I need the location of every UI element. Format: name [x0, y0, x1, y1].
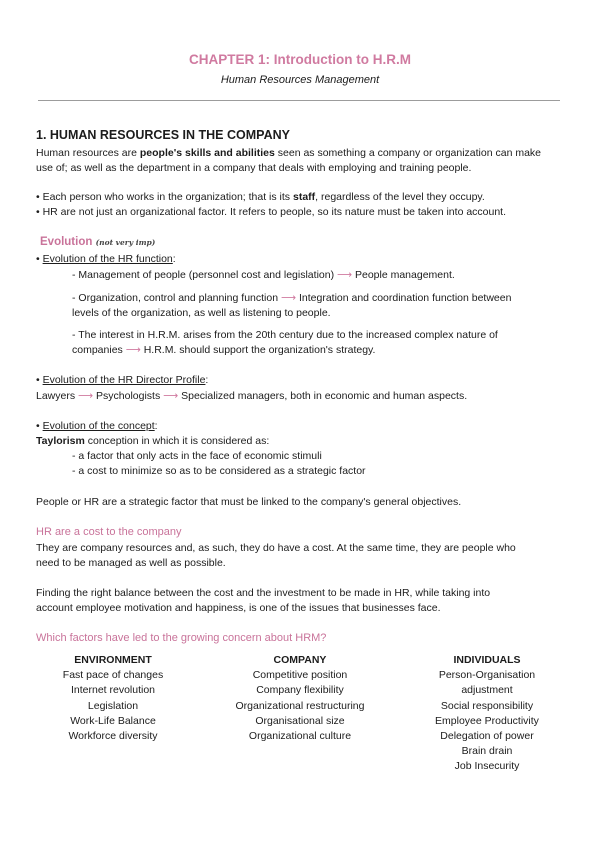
column-title: COMPANY — [273, 654, 327, 666]
function-item-2-cont: levels of the organization, as well as listening to people. — [72, 307, 331, 319]
cost-para-2-line-2: account employee motivation and happiness, is one of the issues that businesses face. — [36, 602, 441, 614]
list-item: Legislation — [87, 699, 139, 712]
list-item: Internet revolution — [70, 684, 156, 697]
taylorism-item-1: - a factor that only acts in the face of economic stimuli — [72, 450, 322, 462]
concept-label: • Evolution of the concept: — [36, 420, 158, 432]
cost-para-1-line-2: need to be managed as well as possible. — [36, 557, 226, 569]
list-item: Employee Productivity — [435, 714, 539, 727]
list-item: Person-Organisation — [438, 669, 536, 682]
evolution-heading: Evolution (not very imp) — [40, 236, 156, 248]
function-item-1: - Management of people (personnel cost and legislation) ⟶ People management. — [72, 269, 455, 281]
hr-director-label: • Evolution of the HR Director Profile: — [36, 374, 209, 386]
taylorism-line: Taylorism conception in which it is considered as: — [36, 435, 270, 447]
arrow-icon: ⟶ — [337, 269, 353, 281]
column-title: ENVIRONMENT — [74, 654, 152, 666]
factors-column-environment — [38, 653, 188, 744]
list-item: Delegation of power — [440, 730, 534, 743]
list-item: Organisational size — [255, 714, 345, 727]
column-title: INDIVIDUALS — [453, 654, 521, 666]
director-evolution-line: Lawyers ⟶ Psychologists ⟶ Specialized managers, both in economic and human aspects. — [36, 390, 468, 402]
factors-column-individuals — [412, 653, 562, 775]
handwritten-note: (not very imp) — [95, 238, 156, 247]
list-item: Brain drain — [461, 745, 513, 758]
factors-column-company — [218, 653, 382, 744]
chapter-subtitle: Human Resources Management — [220, 74, 380, 86]
cost-para-2-line-1: Finding the right balance between the cost and the investment to be made in HR, while taking into — [36, 587, 491, 599]
hr-function-label: • Evolution of the HR function: — [36, 253, 176, 265]
function-item-2: - Organization, control and planning function ⟶ Integration and coordination function between — [72, 292, 512, 304]
arrow-icon: ⟶ — [78, 390, 94, 402]
list-item: Job Insecurity — [454, 760, 520, 773]
strategic-factor-text: People or HR are a strategic factor that must be linked to the company's general objectives. — [36, 496, 462, 508]
list-item: Organizational restructuring — [235, 699, 365, 712]
list-item: Social responsibility — [440, 699, 534, 712]
cost-heading: HR are a cost to the company — [36, 526, 182, 538]
organizational-factor-bullet: • HR are not just an organizational factor. It refers to people, so its nature must be taken into account. — [36, 206, 507, 218]
arrow-icon: ⟶ — [280, 292, 297, 304]
cost-para-1-line-1: They are company resources and, as such, they do have a cost. At the same time, they are people who — [36, 542, 516, 554]
section-heading-hr-in-company: 1. HUMAN RESOURCES IN THE COMPANY — [36, 128, 290, 142]
arrow-icon: ⟶ — [163, 390, 179, 402]
list-item: adjustment — [461, 684, 513, 697]
list-item: Company flexibility — [256, 684, 344, 697]
function-item-3-cont: companies ⟶ H.R.M. should support the organization's strategy. — [72, 344, 376, 356]
list-item: Competitive position — [252, 669, 348, 682]
factors-heading: Which factors have led to the growing concern about HRM? — [36, 632, 327, 644]
intro-line-2: use of; as well as the department in a company that deals with employing and training people. — [36, 162, 472, 174]
taylorism-item-2: - a cost to minimize so as to be considered as a strategic factor — [72, 465, 366, 477]
chapter-title: CHAPTER 1: Introduction to H.R.M — [189, 52, 411, 67]
list-item: Organizational culture — [248, 730, 352, 743]
header-divider — [38, 100, 560, 101]
list-item: Fast pace of changes — [62, 669, 164, 682]
arrow-icon: ⟶ — [125, 344, 141, 356]
function-item-3: - The interest in H.R.M. arises from the 20th century due to the increased complex nature of — [72, 329, 498, 341]
staff-bullet: • Each person who works in the organization; that is its staff, regardless of the level they occupy. — [36, 191, 485, 203]
list-item: Work-Life Balance — [70, 714, 156, 727]
intro-line-1: Human resources are people's skills and abilities seen as something a company or organization can make — [36, 147, 542, 159]
list-item: Workforce diversity — [68, 730, 158, 743]
